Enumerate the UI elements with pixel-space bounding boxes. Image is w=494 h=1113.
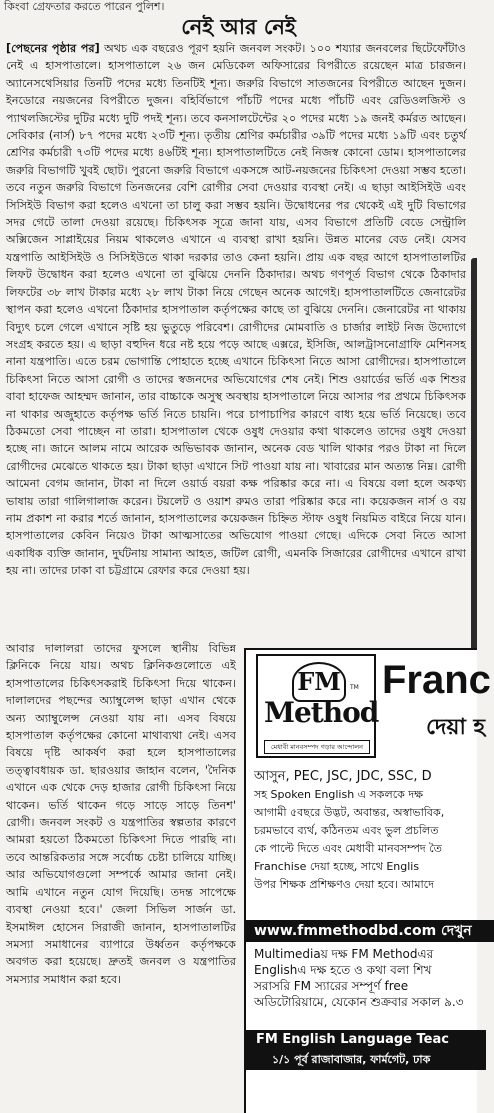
previous-article-tail: কিংবা গ্রেফতার করতে পারেন পুলিশ। <box>4 0 165 13</box>
fm-method-logo <box>256 654 379 758</box>
ad-line: Franchise দেয়া হচ্ছে, সাথে Englis <box>254 860 420 873</box>
logo-trademark: TM <box>350 684 359 691</box>
ad-line: সহ Spoken English এ সকলকে দক্ষ <box>254 788 423 801</box>
logo-tagline: মেধাবী মানবসম্পদ গড়ার আন্দোলন <box>264 740 370 754</box>
ad-line: আসুন, PEC, JSC, JDC, SSC, D <box>254 769 432 784</box>
ad-line: চরমভাবে ব্যর্থ, কঠিনতম এবং ভুল প্রচলিত <box>254 824 439 837</box>
ad-line: উপর শিক্ষক প্রশিক্ষণও দেয়া হবে। আমাদে <box>254 878 434 891</box>
ad-footer-address: ১/১ পূর্ব রাজাবাজার, ফার্মগেট, ঢাক <box>272 1053 431 1066</box>
ad-description <box>254 768 494 894</box>
ad-website: www.fmmethodbd.com দেখুন <box>246 920 494 942</box>
ad-line: Multimediaয় দক্ষ FM Methodএর <box>254 947 434 961</box>
ad-line: সরাসরি FM স্যারের সম্পূর্ণ free <box>254 979 409 993</box>
ad-line: অডিটোরিয়ামে, যেকোন শুক্রবার সকাল ৯.৩ <box>254 995 464 1009</box>
article-column-continued: আবার দালালরা তাদের ফুসলে স্থানীয় বিভিন্ন ক্লিনিকে নিয়ে যায়। অথচ ক্লিনিকগুলোতে এই হাসপাতালের চিকিৎসকরাই চিকিৎসা দিয়ে থাকেন। দালালদের পছন্দের অ্যাম্বুলেন্স ছাড়া এখান থেকে অন্য অ্যাম্বুলেন্স নেওয়া যায় না। এসব বিষয়ে হাসপাতাল কর্তৃপক্ষের কোনো মাথাব্যথা নেই। এসব বিষয়ে দৃষ্টি আকর্ষণ করা হলে হাসপাতালের তত্ত্বাবধায়ক ডা. ছারওয়ার জাহান বলেন, 'দৈনিক এখানে এক থেকে দেড় হাজার রোগী চিকিৎসা নিয়ে থাকেন। ভর্তি থাকেন গড়ে সাড়ে সাড়ে তিনশ' রোগী। জনবল সংকট ও যন্ত্রপাতির স্বল্পতার কারণে আমরা হয়তো ঠিকমতো চিকিৎসা দিতে পারছি না। তবে আন্তরিকতার সঙ্গে সর্বোচ্চ চেষ্টা চালিয়ে যাচ্ছি। আর অভিযোগগুলো সম্পর্কে আমার জানা নেই। আমি এখানে নতুন যোগ দিয়েছি। তদন্ত সাপেক্ষে ব্যবস্থা নেওয়া হবে।' জেলা সিভিল সার্জন ডা. ইসমাঈল হোসেন সিরাজী জানান, হাসপাতালটির সমস্যা সমাধানের ব্যাপারে উর্ধ্বতন কর্তৃপক্ষকে অবগত করা হয়েছে। দ্রুতই জনবল ও যন্ত্রপাতির সমস্যার সমাধান করা হবে। <box>6 642 236 986</box>
adjacent-ad-edge <box>471 258 477 656</box>
logo-fm-mark: FM <box>292 662 346 702</box>
logo-method-word: Method <box>264 696 379 729</box>
ad-subtitle: দেয়া হ <box>426 715 486 740</box>
article-lead-ref: [পেছনের পৃষ্ঠার পর] <box>6 42 100 55</box>
ad-line: কে পাল্টে দিতে এবং মেধাবী মানবসম্পদ তৈ <box>254 842 442 855</box>
article-headline: নেই আর নেই <box>181 14 296 39</box>
article-text: অথচ এক বছরেও পূরণ হয়নি জনবল সংকট। ১০০ শয্যার জনবলের ছিটেফোঁটাও নেই এ হাসপাতালে। হাসপাতালে ২৬ জন মেডিকেল অফিসারের বিপরীতে রয়েছেন মাত্র চারজন। অ্যানেসথেসিয়ার তিনটি পদের মধ্যে তিনটিই শূন্য। জরুরি বিভাগে সাতজনের বিপরীতে আছেন দুজন। ইনডোরে নয়জনের বিপরীতে দুজন। বহির্বিভাগে পাঁচটি পদের মধ্যে পাঁচটি এবং রেডিওলজিস্ট ও প্যাথলজিস্টের দুটির মধ্যে দুটি পদই শূন্য। তবে কনসালটেন্টের ২০ পদের মধ্যে ১৯ জনই কর্মরত আছেন। সেবিকার (নার্স) ৮৭ পদের মধ্যে ২৩টি শূন্য। তৃতীয় শ্রেণির কর্মচারীর ৩৯টি পদের মধ্যে ১৯টি এবং চতুর্থ শ্রেণির কর্মচারী ৭৩টি পদের মধ্যে ৪৬টিই শূন্য। হাসপাতালটিতে নেই নিজস্ব কোনো ডোম। হাসপাতালের জরুরি বিভাগটি খুবই ছোট। পুরনো জরুরি বিভাগে একসঙ্গে আট-নয়জনের চিকিৎসা দেওয়া সম্ভব হতো। তবে নতুন জরুরি বিভাগে তিনজনের বেশি রোগীর সেবা দেওয়ার ব্যবস্থা নেই। এ ছাড়া আইসিইউ এবং সিসিইউ বিভাগ করা হলেও এখনো তা চালু করা সম্ভব হয়নি। উদ্বোধনের পর থেকেই এই দুটি বিভাগের সদর গেটে তালা দেওয়া রয়েছে। চিকিৎসক সূত্রে জানা যায়, এসব বিভাগে প্রতিটি বেডে সেন্ট্রালি অক্সিজেন সাপ্লাইয়ের নিয়ম থাকলেও এখানে এ ব্যবস্থা রাখা হয়নি। উন্নত মানের বেড নেই। যেসব যন্ত্রপাতি আইসিইউ ও সিসিইউতে থাকা দরকার তাও কেনা হয়নি। প্রায় এক বছর আগে হাসপাতালটির লিফট উদ্বোধন করা হলেও এখনো তা বুঝিয়ে দেননি ঠিকাদার। অথচ গণপূর্ত বিভাগ থেকে ঠিকাদার লিফটের ৩৮ লাখ টাকার মধ্যে ২৮ লাখ টাকা নিয়ে গেছেন অনেক আগেই। হাসপাতালটিতে জেনারেটর স্থাপন করা হলেও এখনো ঠিকাদার হাসপাতাল কর্তৃপক্ষের কাছে তা বুঝিয়ে দেননি। জেনারেটর না থাকায় বিদ্যুৎ চলে গেলে এখানে সৃষ্টি হয় ভুতুড়ে পরিবেশ। রোগীদের মোমবাতি ও চার্জার লাইট নিজ উদ্যোগে সংগ্রহ করতে হয়। এ ছাড়া বহুদিন ধরে নষ্ট হয়ে পড়ে আছে এক্সরে, ইসিজি, আলট্রাসনোগ্রাফি মেশিনসহ নানা যন্ত্রপাতি। এতে চরম ভোগান্তি পোহাতে হচ্ছে এখানে চিকিৎসা নিতে আসা রোগীদের। হাসপাতালে চিকিৎসা নিতে আসা রোগী ও তাদের স্বজনদের অভিযোগের শেষ নেই। শিশু ওয়ার্ডের ভর্তি এক শিশুর বাবা হাফেজ আহম্মদ জানান, তার বাচ্চাকে অসুস্থ অবস্থায় হাসপাতালে নিয়ে আসার পর প্রথমে চিকিৎসক না থাকার অজুহাতে কর্তৃপক্ষ ভর্তি নিতে চায়নি। পরে চাপাচাপির কারণে বাধ্য হয়ে ভর্তি নিয়েছে। তবে ঠিকমতো সেবা পাচ্ছেন না তারা। হাসপাতাল থেকে ওষুধ দেওয়ার কথা থাকলেও তাদের ওষুধ দেওয়া হচ্ছে না। জানে আলম নামে আরেক অভিভাবক জানান, অনেক বেড খালি থাকার পরও টাকা না দিলে রোগীদের মেঝেতে থাকতে হয়। টাকা ছাড়া এখানে সিট পাওয়া যায় না। খাবারের মান অত্যন্ত নিম্ন। রোগী আমেনা বেগম জানান, টাকা না দিলে ওয়ার্ড বয়রা কক্ষ পরিষ্কার করে না। এ বিষয়ে বলা হলে অকথ্য ভাষায় তারা গালিগালাজ করেন। টয়লেট ও ওয়াশ রুমও তারা পরিষ্কার করে না। কয়েকজন নার্স ও বয় নাম প্রকাশ না করার শর্তে জানান, হাসপাতালের কয়েকজন চিহ্নিত স্টাফ ওষুধ নিয়মিত বাইরে নিয়ে যান। হাসপাতালের কেবিন নিয়েও টাকা আত্মসাতের অভিযোগ পাওয়া গেছে। এদিকে সেবা নিতে আসা একাধিক ব্যক্তি জানান, দুর্ঘটনায় সামান্য আহত, জটিল রোগী, এমনকি সিজারের রোগীদের এখানে রাখা হয় না। তাদের ঢাকা বা চট্টগ্রামে রেফার করে দেওয়া হয়। <box>6 42 466 578</box>
ad-footer-title: FM English Language Teac <box>256 1032 449 1047</box>
ad-description-2 <box>254 946 494 1010</box>
fm-method-advertisement <box>244 648 491 1113</box>
ad-footer <box>246 1030 486 1070</box>
ad-line: Englishএ দক্ষ হতে ও কথা বলা শিখ <box>254 963 432 977</box>
article-body <box>6 40 466 640</box>
ad-title: Franc <box>382 658 491 702</box>
ad-line: আগামী ৫বছরে উদ্ভট, অবান্তর, অস্বাভাবিক, <box>254 806 445 819</box>
